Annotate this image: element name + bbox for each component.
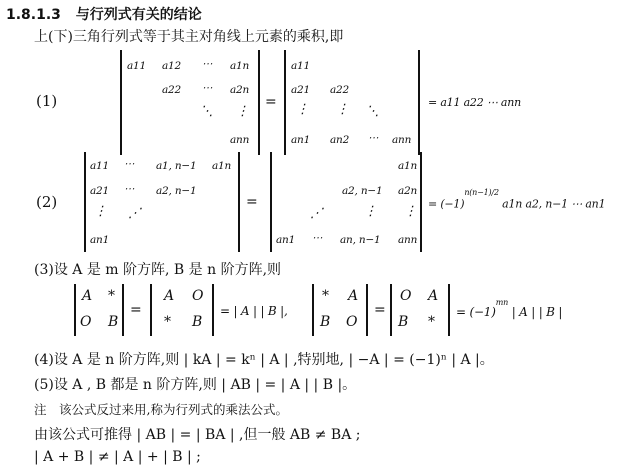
matrix-entry: an1 <box>276 234 296 246</box>
matrix-entry: ⋱ <box>200 104 213 119</box>
det-bar <box>390 284 392 336</box>
matrix-entry: * <box>108 288 115 304</box>
det-bar <box>448 284 450 336</box>
matrix-entry: ⋮ <box>236 104 249 119</box>
matrix-entry: O <box>346 314 358 330</box>
eq1-result: = a11 a22 ⋯ ann <box>428 96 522 109</box>
matrix-entry: an1 <box>291 134 311 146</box>
matrix-entry: a1n <box>230 60 250 72</box>
eq1-left-bar-right <box>258 50 260 155</box>
matrix-entry: an1 <box>90 234 110 246</box>
matrix-entry: A <box>164 288 175 304</box>
matrix-entry: ⋮ <box>94 204 107 219</box>
eq2-label: (2) <box>36 193 58 211</box>
conclusion-line-1: 由该公式可推得 | AB | = | BA | ,但一般 AB ≠ BA ; <box>34 427 361 443</box>
matrix-entry: a1n <box>212 160 232 172</box>
matrix-entry: a11 <box>127 60 147 72</box>
matrix-entry: * <box>164 314 171 330</box>
matrix-entry: A <box>348 288 359 304</box>
matrix-entry: a2n <box>230 84 250 96</box>
matrix-entry: ⋯ <box>124 158 135 170</box>
matrix-entry: ⋮ <box>296 102 309 117</box>
matrix-entry: ⋰ <box>128 206 141 221</box>
matrix-entry: a21 <box>291 84 311 96</box>
matrix-entry: O <box>400 288 412 304</box>
det-bar <box>74 284 76 336</box>
item3-text: (3)设 A 是 m 阶方阵, B 是 n 阶方阵,则 <box>34 262 282 278</box>
item3-end-exp: mn <box>495 298 509 307</box>
intro-text: 上(下)三角行列式等于其主对角线上元素的乘积,即 <box>34 29 344 45</box>
equals-sign: = <box>130 302 142 318</box>
matrix-entry: B <box>320 314 331 330</box>
matrix-entry: a11 <box>291 60 311 72</box>
matrix-entry: B <box>192 314 203 330</box>
matrix-entry: ⋯ <box>368 132 379 144</box>
matrix-entry: a12 <box>162 60 182 72</box>
matrix-entry: a21 <box>90 185 110 197</box>
matrix-entry: ann <box>392 134 412 146</box>
section-number: 1.8.1.3 <box>6 7 61 23</box>
matrix-entry: a2, n−1 <box>156 185 197 197</box>
matrix-entry: a1n <box>398 160 418 172</box>
det-bar <box>312 284 314 336</box>
matrix-entry: ⋯ <box>312 232 323 244</box>
eq1-left-bar-left <box>120 50 122 155</box>
eq1-right-bar-left <box>284 50 286 155</box>
eq2-right-bar-right <box>420 152 422 252</box>
matrix-entry: ⋮ <box>364 204 377 219</box>
conclusion-line-2: | A + B | ≠ | A | + | B | ; <box>34 449 201 465</box>
eq1-equals: = <box>265 94 277 110</box>
matrix-entry: a2, n−1 <box>342 185 383 197</box>
eq1-label: (1) <box>36 92 58 110</box>
matrix-entry: a22 <box>162 84 182 96</box>
matrix-entry: an2 <box>330 134 350 146</box>
eq2-equals: = <box>246 194 258 210</box>
item5-text: (5)设 A , B 都是 n 阶方阵,则 | AB | = | A | | B |。 <box>34 377 357 393</box>
matrix-entry: ⋮ <box>336 102 349 117</box>
note-text: 注 该公式反过来用,称为行列式的乘法公式。 <box>34 402 288 417</box>
item3-mid: = | A | | B |, <box>220 304 288 318</box>
matrix-entry: * <box>428 314 435 330</box>
det-bar <box>212 284 214 336</box>
item3-end-tail: | A | | B | <box>511 305 563 319</box>
matrix-entry: a11 <box>90 160 110 172</box>
section-heading <box>6 4 202 24</box>
matrix-entry: ⋰ <box>310 206 323 221</box>
matrix-entry: B <box>108 314 119 330</box>
matrix-entry: a2n <box>398 185 418 197</box>
matrix-entry: a22 <box>330 84 350 96</box>
item3-end-base: = (−1) <box>456 305 496 319</box>
section-title: 与行列式有关的结论 <box>75 7 202 23</box>
matrix-entry: ⋯ <box>202 58 213 70</box>
eq2-right-bar-left <box>270 152 272 252</box>
matrix-entry: O <box>80 314 92 330</box>
det-bar <box>150 284 152 336</box>
item4-text: (4)设 A 是 n 阶方阵,则 | kA | = kⁿ | A | ,特别地, | −A | = (−1)ⁿ | A |。 <box>34 352 494 368</box>
item3-end <box>456 298 563 319</box>
matrix-entry: A <box>82 288 93 304</box>
matrix-entry: a1, n−1 <box>156 160 197 172</box>
matrix-entry: ⋯ <box>202 82 213 94</box>
eq2-left-bar-right <box>238 152 240 252</box>
eq2-result <box>428 188 606 211</box>
eq1-right-bar-right <box>418 50 420 155</box>
equals-sign: = <box>374 302 386 318</box>
eq2-left-bar-left <box>84 152 86 252</box>
matrix-entry: an, n−1 <box>340 234 381 246</box>
matrix-entry: A <box>428 288 439 304</box>
eq2-result-prefix: = (−1) <box>428 197 465 211</box>
det-bar <box>122 284 124 336</box>
matrix-entry: ⋱ <box>366 104 379 119</box>
eq2-result-suffix: a1n a2, n−1 ⋯ an1 <box>502 197 606 211</box>
matrix-entry: B <box>398 314 409 330</box>
matrix-entry: ⋮ <box>404 204 417 219</box>
matrix-entry: ann <box>230 134 250 146</box>
matrix-entry: ⋯ <box>124 183 135 195</box>
eq2-exponent: n(n−1)/2 <box>464 188 499 197</box>
matrix-entry: * <box>322 288 329 304</box>
matrix-entry: ann <box>398 234 418 246</box>
matrix-entry: O <box>192 288 204 304</box>
det-bar <box>366 284 368 336</box>
